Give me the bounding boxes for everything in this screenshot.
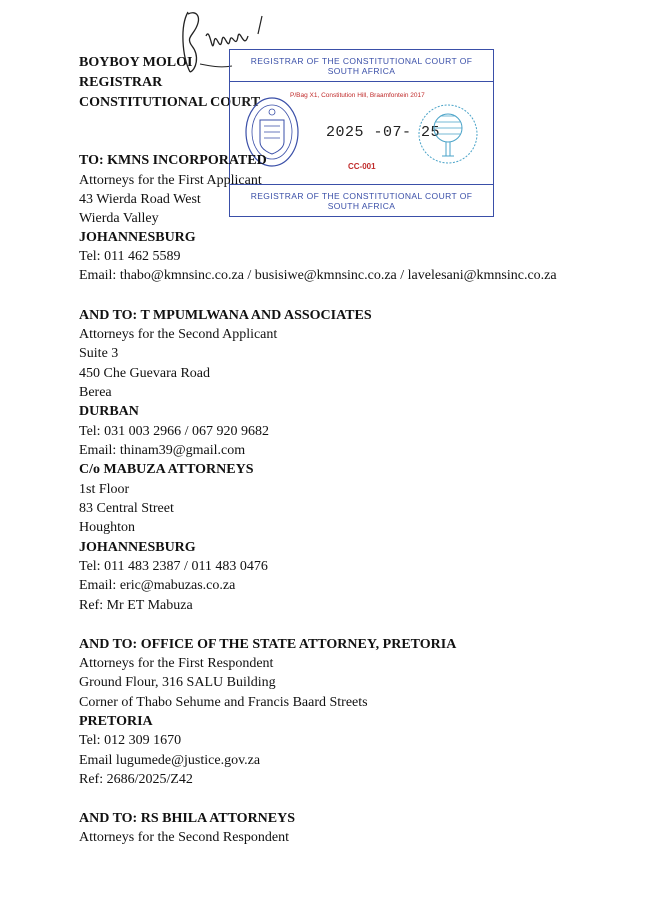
registrar-title: REGISTRAR — [79, 75, 163, 90]
registrar-name: BOYBOY MOLOI — [79, 55, 193, 70]
stamp-top-text-2: SOUTH AFRICA — [327, 66, 396, 76]
state-attorney-tel: Tel: 012 309 1670 — [79, 733, 182, 748]
mpumlwana-email: Email: thinam39@gmail.com — [79, 443, 246, 458]
registrar-stamp — [229, 49, 494, 217]
stamp-date: 2025 -07- 25 — [326, 124, 441, 141]
mabuza-address-1: 1st Floor — [79, 482, 130, 497]
state-attorney-city: PRETORIA — [79, 714, 153, 729]
state-attorney-heading: AND TO: OFFICE OF THE STATE ATTORNEY, PRETORIA — [79, 637, 457, 652]
tree-seal-icon — [416, 102, 480, 166]
stamp-top-text: REGISTRAR OF THE CONSTITUTIONAL COURT OF — [250, 56, 473, 66]
kmns-role: Attorneys for the First Applicant — [79, 173, 262, 188]
mabuza-city: JOHANNESBURG — [79, 540, 196, 555]
stamp-address: P/Bag X1, Constitution Hill, Braamfontein 2017 — [290, 92, 425, 99]
kmns-address-1: 43 Wierda Road West — [79, 192, 201, 207]
kmns-city: JOHANNESBURG — [79, 230, 196, 245]
mpumlwana-heading: AND TO: T MPUMLWANA AND ASSOCIATES — [79, 308, 372, 323]
mpumlwana-city: DURBAN — [79, 404, 139, 419]
kmns-email: Email: thabo@kmnsinc.co.za / busisiwe@kmnsinc.co.za / lavelesani@kmnsinc.co.za — [79, 268, 557, 283]
mpumlwana-address-1: Suite 3 — [79, 346, 119, 361]
state-attorney-role: Attorneys for the First Respondent — [79, 656, 274, 671]
stamp-bottom-band — [230, 184, 493, 216]
mabuza-address-2: 83 Central Street — [79, 501, 174, 516]
kmns-address-2: Wierda Valley — [79, 211, 159, 226]
mabuza-tel: Tel: 011 483 2387 / 011 483 0476 — [79, 559, 268, 574]
stamp-bottom-text: REGISTRAR OF THE CONSTITUTIONAL COURT OF — [250, 191, 473, 201]
mabuza-address-3: Houghton — [79, 520, 135, 535]
mpumlwana-address-2: 450 Che Guevara Road — [79, 366, 211, 381]
stamp-bottom-text-2: SOUTH AFRICA — [327, 201, 396, 211]
state-attorney-address-1: Ground Flour, 316 SALU Building — [79, 675, 276, 690]
mabuza-email: Email: eric@mabuzas.co.za — [79, 578, 236, 593]
mpumlwana-tel: Tel: 031 003 2966 / 067 920 9682 — [79, 424, 269, 439]
kmns-heading: TO: KMNS INCORPORATED — [79, 153, 267, 168]
mabuza-heading: C/o MABUZA ATTORNEYS — [79, 462, 254, 477]
mabuza-ref: Ref: Mr ET Mabuza — [79, 598, 193, 613]
mpumlwana-role: Attorneys for the Second Applicant — [79, 327, 278, 342]
stamp-top-band — [230, 50, 493, 82]
mpumlwana-address-3: Berea — [79, 385, 112, 400]
bhila-role: Attorneys for the Second Respondent — [79, 830, 289, 845]
state-attorney-email: Email lugumede@justice.gov.za — [79, 753, 261, 768]
state-attorney-address-2: Corner of Thabo Sehume and Francis Baard Streets — [79, 695, 368, 710]
kmns-tel: Tel: 011 462 5589 — [79, 249, 181, 264]
registrar-court: CONSTITUTIONAL COURT — [79, 95, 261, 110]
stamp-code: CC-001 — [348, 162, 376, 171]
state-attorney-ref: Ref: 2686/2025/Z42 — [79, 772, 193, 787]
bhila-heading: AND TO: RS BHILA ATTORNEYS — [79, 811, 296, 826]
